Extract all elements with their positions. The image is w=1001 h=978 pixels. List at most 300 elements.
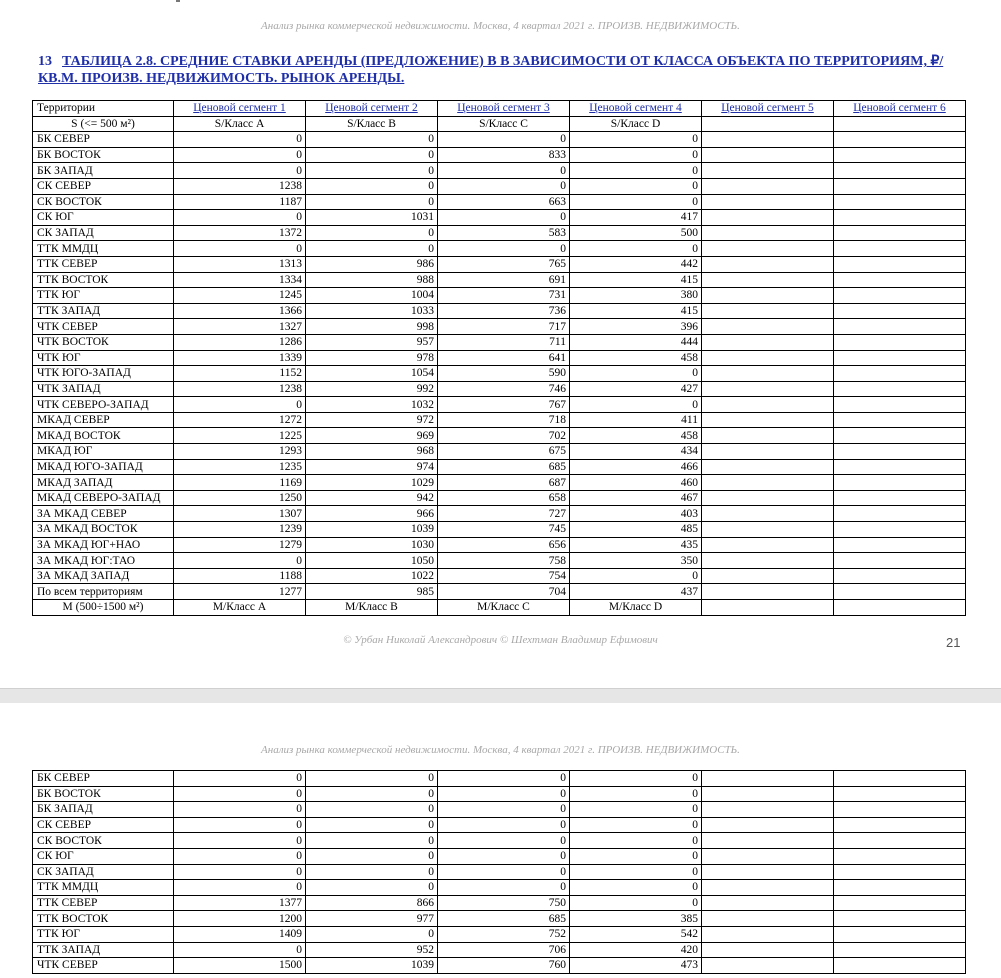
- table-cell: 966: [306, 506, 438, 522]
- table-cell: 641: [438, 350, 570, 366]
- table-cell: 952: [306, 942, 438, 958]
- territory-name: СК ЮГ: [33, 210, 174, 226]
- table-cell: 0: [570, 833, 702, 849]
- table-cell: [834, 334, 966, 350]
- table-cell: [834, 506, 966, 522]
- table-cell: 974: [306, 459, 438, 475]
- territory-name: БК ВОСТОК: [33, 786, 174, 802]
- table-cell: 485: [570, 522, 702, 538]
- table-cell: [834, 833, 966, 849]
- table-cell: 972: [306, 412, 438, 428]
- table-cell: 0: [570, 163, 702, 179]
- table-row: [33, 537, 966, 553]
- table-cell: [702, 241, 834, 257]
- table-cell: 466: [570, 459, 702, 475]
- table-cell: 0: [174, 147, 306, 163]
- table-cell: 702: [438, 428, 570, 444]
- table-cell: [702, 350, 834, 366]
- table-cell: [834, 942, 966, 958]
- table-row: [33, 490, 966, 506]
- table-cell: 458: [570, 350, 702, 366]
- table-cell: [834, 771, 966, 787]
- table-cell: 0: [306, 833, 438, 849]
- table-row: [33, 132, 966, 148]
- table-row: [33, 771, 966, 787]
- table-cell: 704: [438, 584, 570, 600]
- territory-name: ТТК ЮГ: [33, 926, 174, 942]
- table-cell: 0: [438, 848, 570, 864]
- table-cell: [702, 319, 834, 335]
- table-row: [33, 178, 966, 194]
- table-cell: [834, 475, 966, 491]
- table-cell: [702, 178, 834, 194]
- territory-name: ТТК ЗАПАД: [33, 303, 174, 319]
- segment-header-link[interactable]: Ценовой сегмент 6: [834, 101, 966, 117]
- table-cell: 0: [174, 802, 306, 818]
- table-cell: 0: [174, 210, 306, 226]
- territory-name: СК СЕВЕР: [33, 817, 174, 833]
- territory-name: ЗА МКАД ЮГ:ТАО: [33, 553, 174, 569]
- table-cell: 1188: [174, 568, 306, 584]
- table-cell: 0: [306, 147, 438, 163]
- segment-header-link[interactable]: Ценовой сегмент 2: [306, 101, 438, 117]
- table-cell: 0: [174, 241, 306, 257]
- table-cell: [834, 880, 966, 896]
- class-header: S/Класс D: [570, 116, 702, 132]
- table-cell: 0: [438, 817, 570, 833]
- table-cell: 711: [438, 334, 570, 350]
- table-cell: 969: [306, 428, 438, 444]
- table-cell: [702, 584, 834, 600]
- table-cell: [834, 848, 966, 864]
- table-cell: 542: [570, 926, 702, 942]
- table-cell: 1050: [306, 553, 438, 569]
- class-header: [834, 116, 966, 132]
- territory-name: ЗА МКАД ВОСТОК: [33, 522, 174, 538]
- table-row: [33, 444, 966, 460]
- table-cell: 1377: [174, 895, 306, 911]
- table-cell: [834, 319, 966, 335]
- territory-name: ТТК ВОСТОК: [33, 911, 174, 927]
- table-cell: 1272: [174, 412, 306, 428]
- table-row: [33, 848, 966, 864]
- table-cell: 767: [438, 397, 570, 413]
- table-cell: 1033: [306, 303, 438, 319]
- territory-name: ЧТК СЕВЕР: [33, 958, 174, 974]
- table-cell: 685: [438, 459, 570, 475]
- table-cell: 0: [174, 132, 306, 148]
- table-cell: [702, 786, 834, 802]
- table-cell: [702, 303, 834, 319]
- table-cell: [702, 522, 834, 538]
- table-row: [33, 895, 966, 911]
- table-cell: 0: [174, 833, 306, 849]
- table-cell: 0: [306, 786, 438, 802]
- table-cell: 350: [570, 553, 702, 569]
- table-cell: 1200: [174, 911, 306, 927]
- territory-name: Территории: [33, 101, 174, 117]
- rent-table-m-body: [33, 771, 966, 974]
- table-cell: 968: [306, 444, 438, 460]
- table-cell: 731: [438, 288, 570, 304]
- table-cell: 0: [174, 771, 306, 787]
- table-cell: 583: [438, 225, 570, 241]
- table-cell: 0: [570, 895, 702, 911]
- table-row: [33, 272, 966, 288]
- table-cell: [702, 132, 834, 148]
- table-cell: [834, 786, 966, 802]
- table-cell: [702, 194, 834, 210]
- table-cell: 942: [306, 490, 438, 506]
- table-cell: 1409: [174, 926, 306, 942]
- table-cell: [834, 147, 966, 163]
- table-cell: [702, 864, 834, 880]
- table-cell: 0: [174, 880, 306, 896]
- table-cell: 663: [438, 194, 570, 210]
- table-cell: 0: [570, 880, 702, 896]
- table-cell: 0: [570, 568, 702, 584]
- table-cell: [702, 225, 834, 241]
- table-cell: 752: [438, 926, 570, 942]
- table-title-text[interactable]: ТАБЛИЦА 2.8. СРЕДНИЕ СТАВКИ АРЕНДЫ (ПРЕДЛОЖЕНИЕ) В В ЗАВИСИМОСТИ ОТ КЛАССА ОБЪЕКТА ПО ТЕРРИТОРИЯМ, ₽/КВ.М. ПРОИЗВ. НЕДВИЖИМОСТЬ. РЫНОК АРЕНДЫ.: [38, 54, 944, 86]
- size-class-row: [33, 116, 966, 132]
- territory-name: ЗА МКАД СЕВЕР: [33, 506, 174, 522]
- class-header: S/Класс B: [306, 116, 438, 132]
- table-cell: [834, 444, 966, 460]
- table-cell: 460: [570, 475, 702, 491]
- table-cell: [702, 537, 834, 553]
- table-row: [33, 366, 966, 382]
- table-cell: 0: [174, 942, 306, 958]
- table-cell: [702, 163, 834, 179]
- table-row: [33, 412, 966, 428]
- table-cell: 0: [570, 848, 702, 864]
- table-cell: 0: [438, 241, 570, 257]
- table-row: [33, 584, 966, 600]
- table-cell: 718: [438, 412, 570, 428]
- table-cell: 385: [570, 911, 702, 927]
- table-row: [33, 225, 966, 241]
- table-cell: 986: [306, 256, 438, 272]
- table-cell: [702, 568, 834, 584]
- table-cell: 417: [570, 210, 702, 226]
- table-row: [33, 163, 966, 179]
- table-cell: [702, 381, 834, 397]
- table-cell: 750: [438, 895, 570, 911]
- table-cell: 500: [570, 225, 702, 241]
- table-cell: [834, 194, 966, 210]
- size-class-row: [33, 600, 966, 616]
- table-cell: 396: [570, 319, 702, 335]
- table-cell: [702, 147, 834, 163]
- running-header: Анализ рынка коммерческой недвижимости. Москва, 4 квартал 2021 г. ПРОИЗВ. НЕДВИЖИМОСТЬ.: [261, 20, 740, 32]
- table-cell: 1277: [174, 584, 306, 600]
- table-cell: 0: [570, 397, 702, 413]
- table-cell: 380: [570, 288, 702, 304]
- table-cell: 978: [306, 350, 438, 366]
- table-cell: 0: [306, 225, 438, 241]
- segment-header-link[interactable]: Ценовой сегмент 4: [570, 101, 702, 117]
- segment-header-link[interactable]: Ценовой сегмент 5: [702, 101, 834, 117]
- table-cell: [834, 350, 966, 366]
- table-cell: [702, 833, 834, 849]
- table-row: [33, 942, 966, 958]
- table-cell: 0: [174, 163, 306, 179]
- table-cell: 0: [570, 178, 702, 194]
- table-cell: [834, 911, 966, 927]
- territory-name: МКАД СЕВЕРО-ЗАПАД: [33, 490, 174, 506]
- table-cell: 736: [438, 303, 570, 319]
- table-cell: [834, 864, 966, 880]
- table-title: [38, 53, 968, 87]
- table-cell: [702, 366, 834, 382]
- table-cell: 0: [306, 178, 438, 194]
- table-cell: [702, 210, 834, 226]
- table-cell: 467: [570, 490, 702, 506]
- table-cell: [702, 412, 834, 428]
- table-cell: [702, 895, 834, 911]
- table-cell: [834, 210, 966, 226]
- table-cell: [834, 522, 966, 538]
- territory-name: МКАД ЮГ: [33, 444, 174, 460]
- table-cell: 415: [570, 303, 702, 319]
- table-cell: 985: [306, 584, 438, 600]
- table-row: [33, 506, 966, 522]
- table-row: [33, 475, 966, 491]
- table-row: [33, 256, 966, 272]
- table-row: [33, 459, 966, 475]
- territory-name: По всем территориям: [33, 584, 174, 600]
- territory-name: ЗА МКАД ЗАПАД: [33, 568, 174, 584]
- table-row: [33, 303, 966, 319]
- table-cell: 0: [438, 833, 570, 849]
- table-cell: [834, 428, 966, 444]
- table-cell: 1022: [306, 568, 438, 584]
- table-cell: [834, 256, 966, 272]
- table-cell: 427: [570, 381, 702, 397]
- table-cell: 765: [438, 256, 570, 272]
- table-cell: 1152: [174, 366, 306, 382]
- table-cell: 1238: [174, 178, 306, 194]
- table-cell: 656: [438, 537, 570, 553]
- table-cell: [702, 942, 834, 958]
- table-row: [33, 319, 966, 335]
- table-cell: 760: [438, 958, 570, 974]
- table-cell: [834, 817, 966, 833]
- table-cell: [834, 381, 966, 397]
- table-cell: [702, 475, 834, 491]
- table-row: [33, 210, 966, 226]
- table-cell: 675: [438, 444, 570, 460]
- table-cell: 0: [570, 771, 702, 787]
- table-cell: 1235: [174, 459, 306, 475]
- territory-name: БК ВОСТОК: [33, 147, 174, 163]
- table-cell: 992: [306, 381, 438, 397]
- territory-name: МКАД СЕВЕР: [33, 412, 174, 428]
- table-cell: 1187: [174, 194, 306, 210]
- table-cell: 0: [174, 786, 306, 802]
- table-cell: [834, 553, 966, 569]
- table-cell: 473: [570, 958, 702, 974]
- class-header: [702, 116, 834, 132]
- territory-name: СК СЕВЕР: [33, 178, 174, 194]
- table-row: [33, 864, 966, 880]
- table-cell: 0: [438, 210, 570, 226]
- table-row: [33, 194, 966, 210]
- table-cell: 1039: [306, 958, 438, 974]
- table-cell: 0: [306, 817, 438, 833]
- territory-name: ТТК СЕВЕР: [33, 256, 174, 272]
- table-cell: [702, 506, 834, 522]
- class-header: M/Класс D: [570, 600, 702, 616]
- table-cell: [702, 459, 834, 475]
- territory-name: ТТК СЕВЕР: [33, 895, 174, 911]
- table-cell: [834, 537, 966, 553]
- table-cell: 746: [438, 381, 570, 397]
- table-cell: 420: [570, 942, 702, 958]
- table-cell: 1029: [306, 475, 438, 491]
- class-header: M/Класс B: [306, 600, 438, 616]
- table-cell: [834, 584, 966, 600]
- table-cell: 1032: [306, 397, 438, 413]
- class-header: S/Класс A: [174, 116, 306, 132]
- table-cell: 706: [438, 942, 570, 958]
- table-row: [33, 786, 966, 802]
- table-row: [33, 833, 966, 849]
- table-cell: 0: [174, 553, 306, 569]
- table-cell: 0: [306, 802, 438, 818]
- table-cell: 0: [438, 864, 570, 880]
- table-cell: 0: [570, 817, 702, 833]
- table-cell: [834, 412, 966, 428]
- table-cell: 687: [438, 475, 570, 491]
- table-cell: 833: [438, 147, 570, 163]
- table-cell: 403: [570, 506, 702, 522]
- table-cell: [702, 490, 834, 506]
- territory-name: СК ВОСТОК: [33, 833, 174, 849]
- table-cell: [834, 303, 966, 319]
- table-cell: [834, 490, 966, 506]
- table-cell: 1054: [306, 366, 438, 382]
- table-row: [33, 958, 966, 974]
- table-cell: 434: [570, 444, 702, 460]
- territory-name: ЧТК ВОСТОК: [33, 334, 174, 350]
- table-cell: 0: [438, 771, 570, 787]
- table-cell: 1334: [174, 272, 306, 288]
- page-separator: [0, 688, 1001, 704]
- territory-name: M (500÷1500 м²): [33, 600, 174, 616]
- table-cell: 658: [438, 490, 570, 506]
- segment-header-link[interactable]: Ценовой сегмент 1: [174, 101, 306, 117]
- table-cell: 745: [438, 522, 570, 538]
- table-cell: 0: [570, 194, 702, 210]
- page-number: 21: [946, 635, 961, 650]
- table-cell: 691: [438, 272, 570, 288]
- table-cell: 1004: [306, 288, 438, 304]
- table-cell: 0: [306, 848, 438, 864]
- segment-header-link[interactable]: Ценовой сегмент 3: [438, 101, 570, 117]
- table-cell: [702, 926, 834, 942]
- class-header: M/Класс C: [438, 600, 570, 616]
- table-cell: 0: [306, 163, 438, 179]
- territory-name: МКАД ЮГО-ЗАПАД: [33, 459, 174, 475]
- table-cell: 1030: [306, 537, 438, 553]
- territory-name: ТТК ММДЦ: [33, 241, 174, 257]
- table-cell: 754: [438, 568, 570, 584]
- table-cell: [702, 272, 834, 288]
- table-cell: [834, 241, 966, 257]
- territory-name: СК ЗАПАД: [33, 864, 174, 880]
- table-cell: 0: [438, 132, 570, 148]
- table-row: [33, 381, 966, 397]
- table-cell: [834, 802, 966, 818]
- table-cell: [702, 911, 834, 927]
- table-cell: 0: [306, 926, 438, 942]
- table-cell: [702, 802, 834, 818]
- table-cell: 717: [438, 319, 570, 335]
- rent-table-m: [32, 770, 966, 974]
- table-cell: [834, 178, 966, 194]
- rent-table-s: [32, 100, 966, 616]
- table-cell: [834, 225, 966, 241]
- territory-name: ЧТК ЗАПАД: [33, 381, 174, 397]
- table-cell: [702, 397, 834, 413]
- territory-name: ТТК ЗАПАД: [33, 942, 174, 958]
- territory-name: ТТК ВОСТОК: [33, 272, 174, 288]
- table-cell: 0: [438, 880, 570, 896]
- table-cell: 0: [306, 241, 438, 257]
- table-cell: 727: [438, 506, 570, 522]
- table-cell: 998: [306, 319, 438, 335]
- table-row: [33, 568, 966, 584]
- table-cell: 1307: [174, 506, 306, 522]
- table-cell: 0: [306, 880, 438, 896]
- territory-name: ТТК ММДЦ: [33, 880, 174, 896]
- table-cell: [702, 288, 834, 304]
- header-row: [33, 101, 966, 117]
- table-cell: 0: [174, 864, 306, 880]
- table-cell: 866: [306, 895, 438, 911]
- table-cell: 0: [174, 397, 306, 413]
- territory-name: СК ЗАПАД: [33, 225, 174, 241]
- territory-name: ЧТК СЕВЕРО-ЗАПАД: [33, 397, 174, 413]
- class-header: [702, 600, 834, 616]
- table-cell: [834, 132, 966, 148]
- table-cell: [834, 895, 966, 911]
- running-header-2: Анализ рынка коммерческой недвижимости. Москва, 4 квартал 2021 г. ПРОИЗВ. НЕДВИЖИМОСТЬ.: [261, 744, 740, 756]
- table-row: [33, 926, 966, 942]
- table-cell: [834, 958, 966, 974]
- table-cell: 758: [438, 553, 570, 569]
- table-cell: 0: [438, 178, 570, 194]
- table-cell: 1293: [174, 444, 306, 460]
- table-cell: 1245: [174, 288, 306, 304]
- territory-name: БК СЕВЕР: [33, 771, 174, 787]
- table-cell: 1286: [174, 334, 306, 350]
- table-row: [33, 241, 966, 257]
- territory-name: БК ЗАПАД: [33, 802, 174, 818]
- table-cell: 0: [570, 241, 702, 257]
- table-cell: 977: [306, 911, 438, 927]
- table-row: [33, 397, 966, 413]
- table-cell: [702, 553, 834, 569]
- table-cell: 590: [438, 366, 570, 382]
- document-page-22: [0, 703, 1001, 978]
- table-cell: 1313: [174, 256, 306, 272]
- copyright-footer: © Урбан Николай Александрович © Шехтман Владимир Ефимович: [343, 634, 658, 646]
- table-cell: 0: [306, 864, 438, 880]
- table-cell: 1366: [174, 303, 306, 319]
